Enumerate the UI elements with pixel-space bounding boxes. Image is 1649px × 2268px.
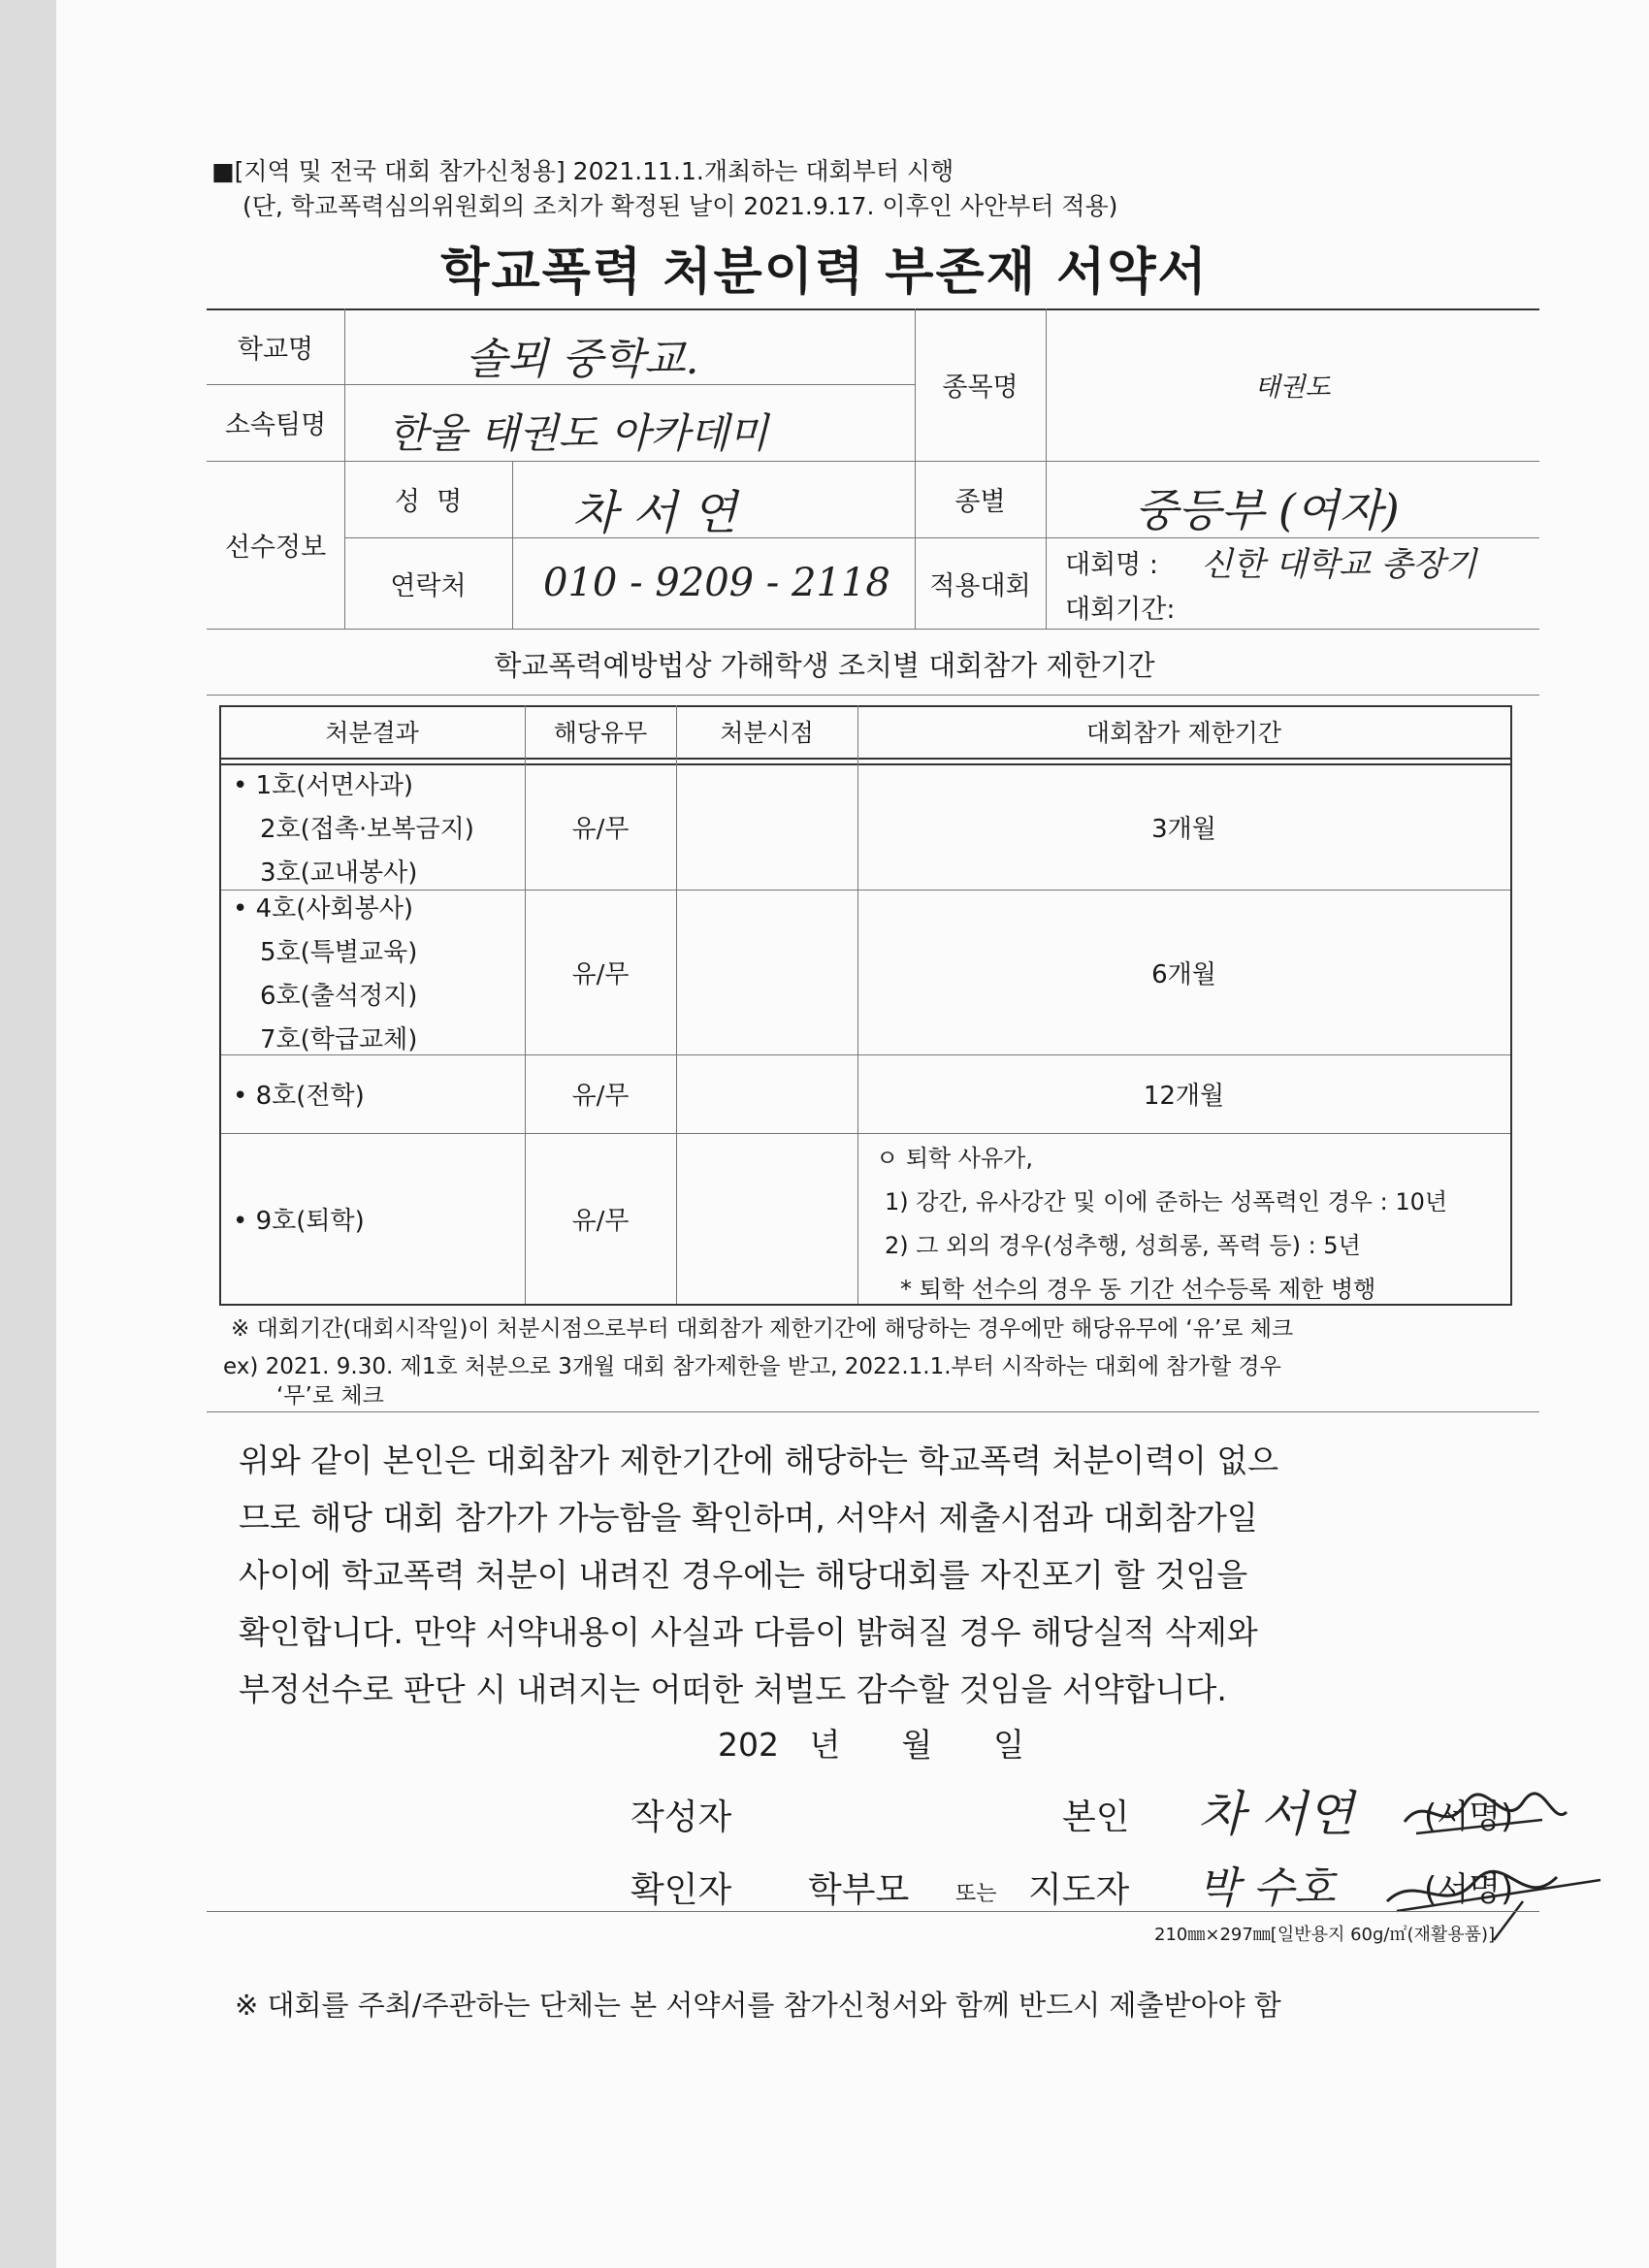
pledge-line-1: 위와 같이 본인은 대회참가 제한기간에 해당하는 학교폭력 처분이력이 없으 (239, 1442, 1279, 1479)
bullet-icon: • (233, 1082, 248, 1111)
notice-line-2: (단, 학교폭력심의위원회의 조치가 확정된 날이 2021.9.17. 이후인 사안부터 적용) (242, 192, 1118, 220)
school-value-handwritten: 솔뫼 중학교. (466, 335, 699, 384)
restriction-period: 12개월 (1143, 1082, 1225, 1111)
contact-value-handwritten: 010 - 9209 - 2118 (543, 561, 890, 605)
competition-name-value-handwritten: 신한 대학교 총장기 (1201, 545, 1477, 584)
list-item: 7호(학급교체) (260, 1025, 418, 1054)
expulsion-period-line-2: 1) 강간, 유사강간 및 이에 준하는 성폭력인 경우 : 10년 (885, 1188, 1448, 1215)
restriction-period: 3개월 (1151, 814, 1216, 844)
note-3: ‘무’로 체크 (276, 1383, 384, 1409)
table-row-1-items (233, 763, 474, 890)
player-info-label: 선수정보 (224, 533, 327, 563)
note-2: ex) 2021. 9.30. 제1호 처분으로 3개월 대회 참가제한을 받고, 2022.1.1.부터 시작하는 대회에 참가할 경우 (223, 1354, 1281, 1379)
expulsion-period-line-4: * 퇴학 선수의 경우 동 기간 선수등록 제한 병행 (900, 1276, 1376, 1303)
signature-bottom-rule (207, 1911, 1539, 1912)
confirmer-label: 확인자 (630, 1870, 732, 1910)
table-left-border (219, 705, 221, 1304)
name-value-handwritten: 차 서 연 (572, 486, 737, 540)
list-item: • 9호(퇴학) (233, 1206, 365, 1236)
coach-sign-placeholder: (서명) (1424, 1870, 1514, 1909)
info-col-divider-2 (512, 461, 513, 629)
division-value-handwritten: 중등부 (여자) (1135, 484, 1400, 536)
date-line: 202 년 월 일 (718, 1726, 1024, 1764)
table-bottom-border (219, 1304, 1512, 1306)
notice-line-1: ■[지역 및 전국 대회 참가신청용] 2021.11.1.개최하는 대회부터 시행 (211, 157, 954, 185)
applicable-choice[interactable]: 유/무 (571, 959, 630, 989)
table-row-3-items (233, 1054, 365, 1133)
table-header-rule-a (219, 758, 1512, 760)
list-item: 3호(교내봉사) (260, 858, 418, 888)
table-col-divider-2 (676, 705, 677, 1304)
coach-name-handwritten: 박 수호 (1198, 1863, 1336, 1913)
info-bottom-border (207, 629, 1539, 630)
contact-label: 연락처 (390, 570, 467, 601)
list-item: 6호(출석정지) (260, 982, 418, 1011)
restriction-period: 6개월 (1151, 959, 1216, 989)
competition-period-label: 대회기간: (1065, 595, 1176, 625)
paper-spec: 210㎜×297㎜[일반용지 60g/㎡(재활용품)] (1154, 1925, 1496, 1945)
table-row-2-items (233, 890, 417, 1054)
author-label: 작성자 (630, 1798, 732, 1837)
or-label: 또는 (955, 1882, 997, 1906)
school-label: 학교명 (237, 334, 314, 365)
list-item: 5호(특별교육) (260, 938, 418, 967)
table-row-divider-3 (219, 1133, 1512, 1134)
bullet-icon: • (233, 894, 248, 923)
expulsion-period-line-1: ㅇ 퇴학 사유가, (876, 1145, 1033, 1172)
pledge-line-4: 확인합니다. 만약 서약내용이 사실과 다름이 밝혀질 경우 해당실적 삭제와 (239, 1613, 1258, 1651)
self-label: 본인 (1062, 1798, 1130, 1837)
bullet-icon: • (233, 1206, 248, 1236)
final-note: ※ 대회를 주최/주관하는 단체는 본 서약서를 참가신청서와 함께 반드시 제출받아야 함 (235, 1989, 1281, 2022)
page-title: 학교폭력 처분이력 부존재 서약서 (440, 243, 1209, 302)
sport-value: 태권도 (1254, 373, 1331, 403)
applicable-choice[interactable]: 유/무 (571, 1206, 630, 1236)
notes-bottom-rule (207, 1411, 1539, 1412)
sport-label: 종목명 (942, 373, 1018, 403)
list-item: 2호(접촉·보복금지) (260, 814, 474, 844)
parent-label: 학부모 (808, 1870, 910, 1910)
bullet-icon: • (233, 770, 248, 800)
table-right-border (1510, 705, 1512, 1304)
column-header-period: 대회참가 제한기간 (1085, 719, 1282, 747)
team-value-handwritten: 한울 태권도 아카데미 (388, 409, 768, 457)
self-sign-placeholder: (서명) (1424, 1798, 1514, 1836)
restriction-heading: 학교폭력예방법상 가해학생 조치별 대회참가 제한기간 (494, 649, 1155, 682)
team-label: 소속팀명 (224, 410, 327, 440)
column-header-time: 처분시점 (720, 719, 814, 747)
pledge-line-2: 므로 해당 대회 참가가 가능함을 확인하며, 서약서 제출시점과 대회참가일 (239, 1499, 1258, 1537)
applicable-choice[interactable]: 유/무 (571, 814, 630, 844)
name-label: 성 명 (394, 487, 463, 517)
list-item: • 4호(사회봉사) (233, 894, 414, 923)
column-header-applicable: 해당유무 (553, 719, 648, 747)
pledge-line-5: 부정선수로 판단 시 내려지는 어떠한 처벌도 감수할 것임을 서약합니다. (239, 1670, 1227, 1708)
division-label: 종별 (954, 487, 1006, 517)
list-item: • 8호(전학) (233, 1082, 365, 1111)
applied-competition-label: 적용대회 (929, 570, 1031, 601)
note-1: ※ 대회기간(대회시작일)이 처분시점으로부터 대회참가 제한기간에 해당하는 경우에만 해당유무에 ‘유’로 체크 (231, 1316, 1294, 1342)
expulsion-period-line-3: 2) 그 외의 경우(성추행, 성희롱, 폭력 등) : 5년 (885, 1232, 1361, 1259)
column-header-result: 처분결과 (325, 719, 419, 747)
self-signature-scribble (1397, 1783, 1571, 1851)
applicable-choice[interactable]: 유/무 (571, 1082, 630, 1111)
self-name-handwritten: 차 서연 (1198, 1786, 1354, 1842)
competition-name-label: 대회명 : (1065, 550, 1158, 580)
restriction-heading-rule (207, 695, 1539, 696)
list-item: • 1호(서면사과) (233, 770, 414, 800)
table-row-4-items (233, 1133, 365, 1304)
coach-label: 지도자 (1028, 1870, 1130, 1910)
pledge-line-3: 사이에 학교폭력 처분이 내려진 경우에는 해당대회를 자진포기 할 것임을 (239, 1556, 1248, 1594)
